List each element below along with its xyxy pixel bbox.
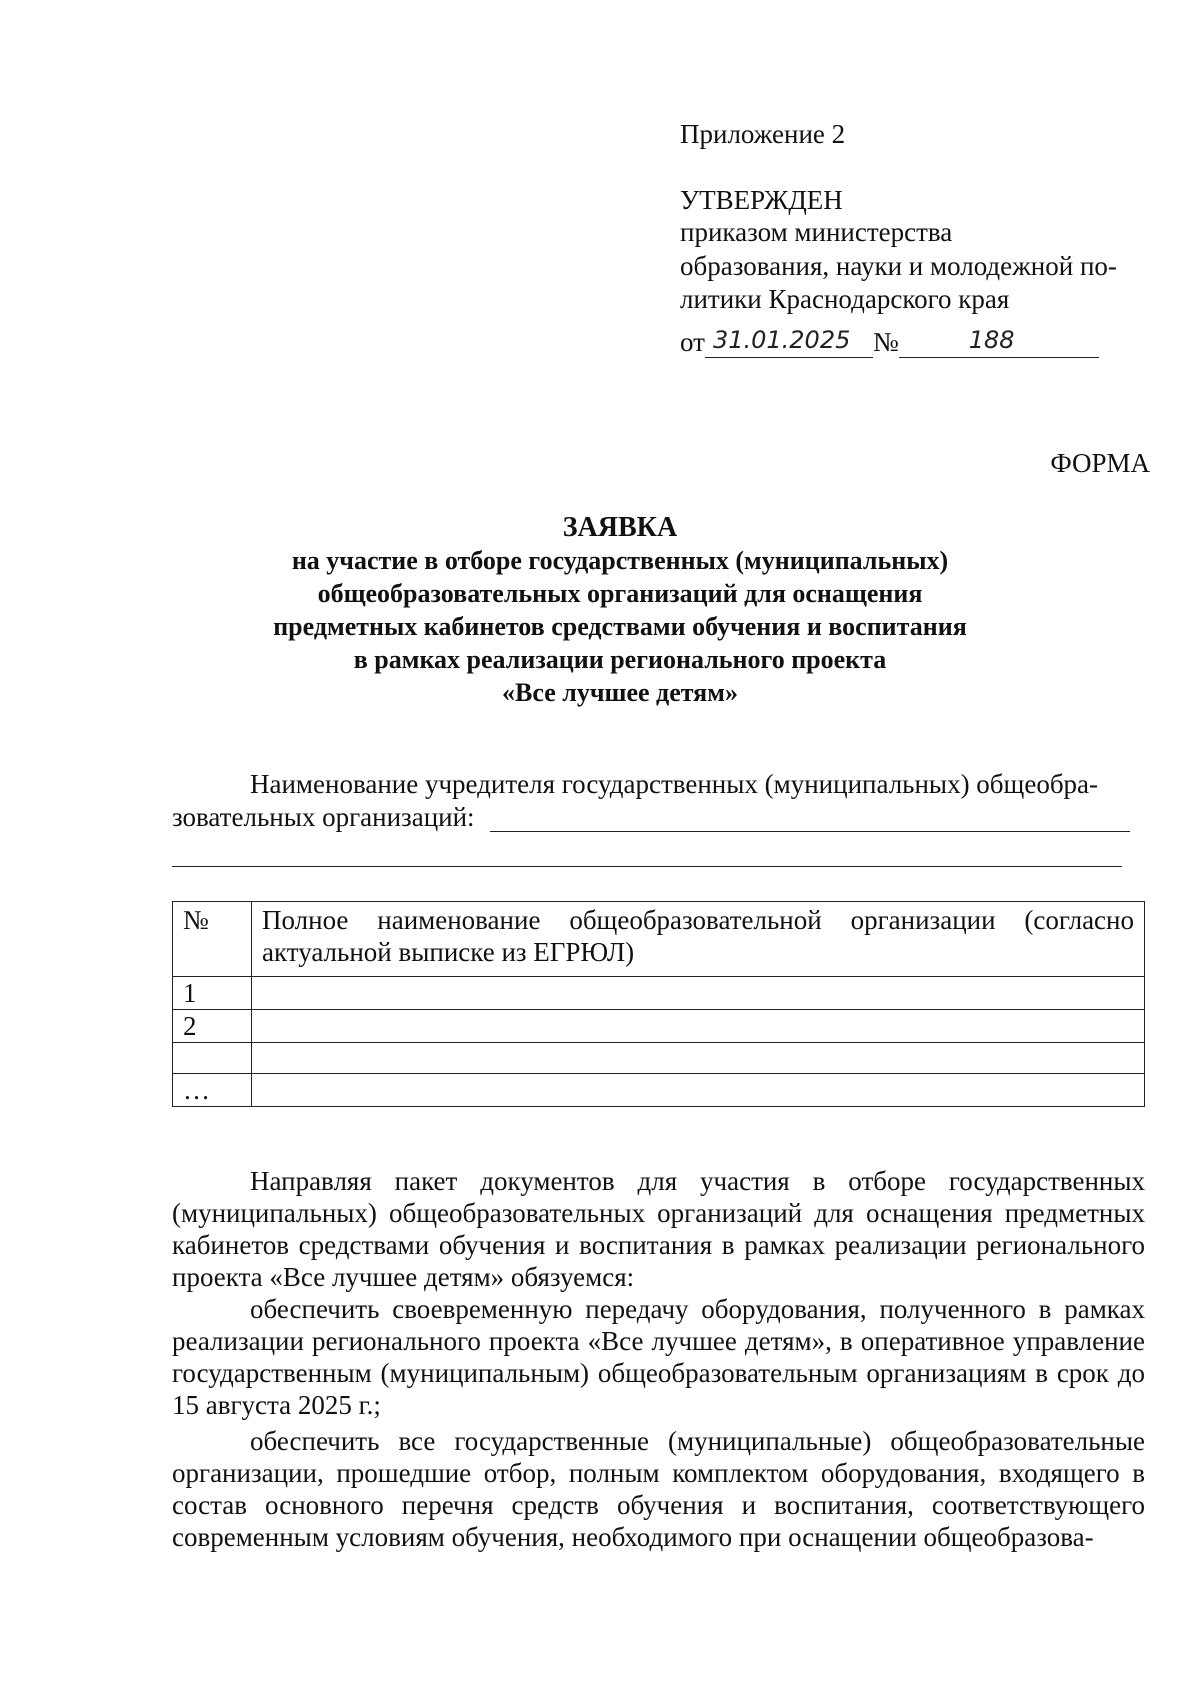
number-field — [899, 327, 1099, 358]
order-line-3: литики Краснодарского края — [680, 284, 1010, 314]
title-line-1: на участие в отборе государственных (муниципальных) — [291, 546, 949, 575]
table-row — [173, 1074, 1145, 1107]
title-line-5: «Все лучшее детям» — [502, 678, 738, 707]
order-line-1: приказом министерства — [680, 217, 953, 247]
table-row — [173, 1043, 1145, 1074]
table-row-name — [252, 1074, 1145, 1107]
table-row-number: 1 — [173, 977, 252, 1010]
table-row-name — [252, 977, 1145, 1010]
title-line-2: общеобразовательных организаций для оснащения — [317, 579, 923, 608]
title-line-3: предметных кабинетов средствами обучения и воспитания — [273, 612, 967, 641]
table-header-row — [173, 902, 1145, 977]
order-line-2: образования, науки и молодежной по- — [680, 251, 1117, 281]
number-prefix: № — [872, 327, 899, 357]
title-line-4: в рамках реализации регионального проекта — [353, 645, 887, 674]
paragraph-commitment-transfer: обеспечить своевременную передачу оборудования, полученного в рамках реализации регионального проекта «Все лучшее детям», в оперативное управление государственным (муниципальным) общеобразовательным организациям в срок до 15 августа 2025 г.; — [172, 1294, 1145, 1420]
table-row — [173, 977, 1145, 1010]
table-header-number: № — [173, 902, 252, 977]
date-value: 31.01.2025 — [712, 326, 851, 354]
table-row-name — [252, 1043, 1145, 1074]
table-row-number — [173, 1043, 252, 1074]
organizations-table — [172, 901, 1145, 1107]
appendix-label: Приложение 2 — [680, 119, 846, 149]
paragraph-commitment-equipment: обеспечить все государственные (муниципальные) общеобразовательные организации, прошедшие отбор, полным комплектом оборудования, входящего в состав основного перечня средств обучения и воспитания, соответствующего современным условиям обучения, необходимого при оснащении общеобразова- — [172, 1426, 1145, 1552]
table-row-number: … — [173, 1074, 252, 1107]
body-text — [172, 1165, 1145, 1553]
date-field — [705, 327, 873, 358]
founder-fill-line-2 — [172, 866, 1122, 867]
date-prefix: от — [680, 327, 705, 357]
founder-line-2-label: зовательных организаций: — [172, 802, 475, 832]
number-value: 188 — [968, 326, 1015, 354]
order-date-line — [680, 326, 1150, 358]
founder-line-1: Наименование учредителя государственных (муниципальных) общеобра- — [250, 769, 1099, 799]
approved-label: УТВЕРЖДЕН — [680, 185, 843, 215]
table-header-name: Полное наименование общеобразовательной организации (согласно актуальной выписке из ЕГРЮЛ) — [252, 902, 1145, 977]
table-row-number: 2 — [173, 1010, 252, 1043]
application-title — [170, 511, 1070, 709]
table-row — [173, 1010, 1145, 1043]
form-label: ФОРМА — [1050, 448, 1150, 478]
paragraph-commitment-intro: Направляя пакет документов для участия в отборе государственных (муниципальных) общеобразовательных организаций для оснащения предметных кабинетов средствами обучения и воспитания в рамках реализации регионального проекта «Все лучшее детям» обязуемся: — [172, 1166, 1145, 1292]
founder-fill-line-1 — [490, 831, 1130, 832]
table-row-name — [252, 1010, 1145, 1043]
title-heading: ЗАЯВКА — [562, 512, 678, 543]
